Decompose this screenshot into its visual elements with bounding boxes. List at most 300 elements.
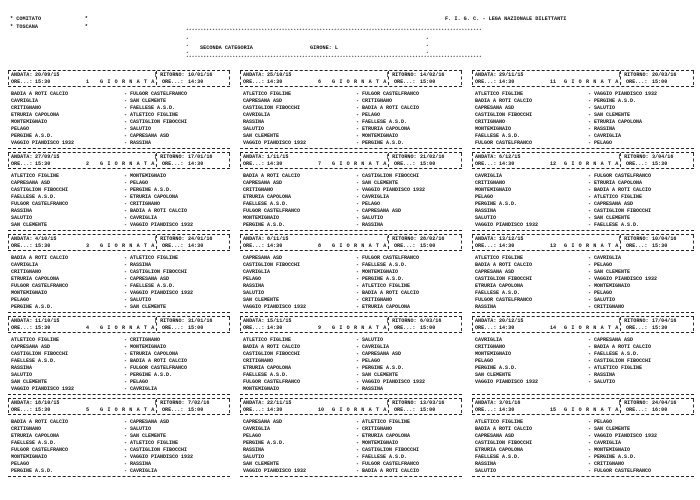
home-team: ETRURIA CAPOLONA	[11, 112, 60, 118]
match-dash: -	[356, 379, 360, 385]
away-team: FAELLESE A.S.D.	[362, 119, 408, 125]
ore-andata-time: 15:30	[35, 325, 51, 331]
away-team: FAELLESE A.S.D.	[130, 105, 176, 111]
away-team: CASTIGLION FIBOCCHI	[594, 358, 652, 364]
ore-andata-time: 14:30	[267, 325, 283, 331]
away-team: ETRURIA CAPOLONA	[594, 180, 643, 186]
ore-ritorno-label: ORE...:	[162, 325, 184, 331]
giornata-block-3	[8, 234, 230, 316]
ore-andata-time: 15:30	[35, 79, 51, 85]
block-left-bar	[240, 153, 241, 167]
giornata-label: G I O R N A T A	[564, 325, 619, 331]
match-dash: -	[124, 454, 128, 460]
giornata-label: G I O R N A T A	[332, 161, 387, 167]
andata-label: ANDATA:	[475, 400, 497, 406]
match-dash: -	[588, 255, 592, 261]
home-team: CAVRIGLIA	[243, 112, 271, 118]
block-right-bar	[229, 153, 230, 167]
away-team: SAN CLEMENTE	[594, 112, 631, 118]
andata-label: ANDATA:	[475, 318, 497, 324]
away-team: FAELLESE A.S.D.	[130, 283, 176, 289]
andata-date: 27/09/15	[35, 154, 60, 160]
home-team: CASTIGLION FIBOCCHI	[475, 440, 533, 446]
match-dash: -	[124, 468, 128, 474]
match-dash: -	[588, 372, 592, 378]
block-bottom-rule	[240, 230, 462, 231]
ore-ritorno-label: ORE...:	[162, 161, 184, 167]
match-dash: -	[588, 379, 592, 385]
match-dash: -	[588, 173, 592, 179]
home-team: SALUTIO	[243, 290, 265, 296]
banner-star-left2: *	[186, 45, 189, 50]
away-team: PELAGO	[594, 419, 613, 425]
block-bottom-rule	[8, 230, 230, 231]
away-team: CAVRIGLIA	[130, 386, 158, 392]
block-right-bar	[693, 235, 694, 249]
away-team: PERGINE A.S.D.	[594, 98, 637, 104]
match-dash: -	[588, 297, 592, 303]
away-team: BADIA A ROTI CALCIO	[594, 344, 652, 350]
ore-ritorno-time: 15:30	[652, 243, 668, 249]
banner-categoria: SECONDA CATEGORIA	[200, 45, 253, 51]
away-team: SAN CLEMENTE	[130, 98, 167, 104]
match-dash: -	[356, 372, 360, 378]
banner-star-left1: *	[186, 38, 189, 43]
ore-ritorno-label: ORE...:	[394, 407, 416, 413]
home-team: ETRURIA CAPOLONA	[11, 276, 60, 282]
banner-star-right1: *	[426, 38, 429, 43]
away-team: FULGOR CASTELFRANCO	[362, 91, 420, 97]
block-left-bar	[8, 71, 9, 85]
home-team: RASSINA	[11, 208, 33, 214]
ore-andata-label: ORE...:	[475, 325, 497, 331]
away-team: FULGOR CASTELFRANCO	[362, 255, 420, 261]
home-team: SAN CLEMENTE	[11, 222, 48, 228]
ore-andata-time: 14:30	[267, 79, 283, 85]
away-team: PERGINE A.S.D.	[362, 365, 405, 371]
home-team: VAGGIO PIANDISCO 1932	[11, 386, 75, 392]
ore-ritorno-time: 14:30	[188, 161, 204, 167]
home-team: FAELLESE A.S.D.	[475, 290, 521, 296]
block-bottom-rule	[472, 312, 694, 313]
away-team: BADIA A ROTI CALCIO	[362, 290, 420, 296]
block-top-rule	[240, 152, 462, 153]
block-left-bar	[472, 235, 473, 249]
match-dash: -	[124, 351, 128, 357]
away-team: MONTEMIGNAIO	[362, 269, 399, 275]
away-team: RASSINA	[362, 222, 384, 228]
match-dash: -	[356, 337, 360, 343]
home-team: PELAGO	[243, 433, 262, 439]
block-right-bar	[461, 235, 462, 249]
away-team: CAVRIGLIA	[594, 133, 622, 139]
match-dash: -	[124, 215, 128, 221]
block-right-bar	[229, 71, 230, 85]
giornata-label: G I O R N A T A	[100, 161, 155, 167]
match-dash: -	[588, 426, 592, 432]
block-right-bar	[461, 317, 462, 331]
ore-andata-time: 14:30	[499, 325, 515, 331]
andata-label: ANDATA:	[11, 72, 33, 78]
ritorno-date: 14/02/16	[420, 72, 445, 78]
ore-ritorno-time: 15:00	[420, 161, 436, 167]
ritorno-label: | RITORNO:	[154, 154, 185, 160]
match-dash: -	[588, 283, 592, 289]
andata-label: ANDATA:	[11, 236, 33, 242]
home-team: RASSINA	[475, 304, 497, 310]
home-team: CAPRESANA ASD	[11, 180, 51, 186]
home-team: PERGINE A.S.D.	[11, 304, 54, 310]
match-dash: -	[356, 454, 360, 460]
match-dash: -	[356, 262, 360, 268]
block-header-rule	[472, 168, 694, 169]
match-dash: -	[124, 126, 128, 132]
andata-label: ANDATA:	[243, 72, 265, 78]
match-dash: -	[356, 208, 360, 214]
home-team: CAPRESANA ASD	[11, 344, 51, 350]
giornata-block-10	[240, 398, 462, 480]
andata-label: ANDATA:	[243, 154, 265, 160]
banner-star-right2: *	[426, 45, 429, 50]
home-team: RASSINA	[243, 283, 265, 289]
home-team: SAN CLEMENTE	[475, 372, 512, 378]
ritorno-date: 28/02/16	[420, 236, 445, 242]
match-dash: -	[124, 440, 128, 446]
home-team: CAVRIGLIA	[475, 173, 503, 179]
match-dash: -	[124, 201, 128, 207]
home-team: SALUTIO	[11, 215, 33, 221]
match-dash: -	[124, 262, 128, 268]
away-team: CAVRIGLIA	[594, 440, 622, 446]
away-team: ATLETICO FIGLINE	[130, 112, 179, 118]
block-bottom-rule	[240, 312, 462, 313]
andata-date: 15/11/15	[267, 318, 292, 324]
home-team: BADIA A ROTI CALCIO	[475, 98, 533, 104]
giornata-block-14	[472, 316, 694, 398]
block-header-rule	[8, 168, 230, 169]
ritorno-date: 31/01/16	[188, 318, 213, 324]
away-team: CASTIGLION FIBOCCHI	[130, 119, 188, 125]
match-dash: -	[356, 255, 360, 261]
ritorno-label: | RITORNO:	[386, 236, 417, 242]
away-team: CRITIGNANO	[130, 337, 161, 343]
match-dash: -	[356, 351, 360, 357]
away-team: SAN CLEMENTE	[362, 180, 399, 186]
match-dash: -	[588, 187, 592, 193]
andata-date: 8/11/15	[267, 236, 289, 242]
giornata-number: 7	[318, 161, 322, 167]
match-dash: -	[588, 461, 592, 467]
away-team: ETRURIA CAPOLONA	[362, 126, 411, 132]
match-dash: -	[356, 440, 360, 446]
home-team: FULGOR CASTELFRANCO	[11, 201, 69, 207]
home-team: PELAGO	[11, 126, 30, 132]
match-dash: -	[124, 180, 128, 186]
home-team: MONTEMIGNAIO	[243, 386, 280, 392]
ritorno-label: | RITORNO:	[154, 318, 185, 324]
match-dash: -	[124, 112, 128, 118]
match-dash: -	[124, 337, 128, 343]
away-team: MONTEMIGNAIO	[130, 344, 167, 350]
home-team: BADIA A ROTI CALCIO	[475, 426, 533, 432]
home-team: CRITIGNANO	[11, 269, 42, 275]
andata-date: 22/11/15	[267, 400, 292, 406]
block-top-rule	[472, 398, 694, 399]
away-team: CRITIGNANO	[594, 304, 625, 310]
andata-label: ANDATA:	[11, 318, 33, 324]
home-team: CAPRESANA ASD	[243, 98, 283, 104]
ritorno-date: 20/03/16	[652, 72, 677, 78]
away-team: VAGGIO PIANDISCO 1932	[130, 290, 194, 296]
giornata-number: 1	[86, 79, 90, 85]
block-right-bar	[693, 71, 694, 85]
andata-date: 13/12/15	[499, 236, 524, 242]
home-team: PELAGO	[475, 194, 494, 200]
home-team: CRITIGNANO	[243, 187, 274, 193]
home-team: MONTEMIGNAIO	[243, 215, 280, 221]
block-top-rule	[472, 316, 694, 317]
block-header-rule	[240, 332, 462, 333]
home-team: VAGGIO PIANDISCO 1932	[475, 222, 539, 228]
block-right-bar	[461, 71, 462, 85]
giornata-label: G I O R N A T A	[564, 407, 619, 413]
giornata-number: 15	[550, 407, 557, 413]
block-left-bar	[240, 71, 241, 85]
block-header-rule	[472, 250, 694, 251]
away-team: SAN CLEMENTE	[594, 426, 631, 432]
match-dash: -	[588, 440, 592, 446]
away-team: CAVRIGLIA	[362, 194, 390, 200]
ritorno-date: 6/03/16	[420, 318, 442, 324]
block-header-rule	[240, 414, 462, 415]
match-dash: -	[588, 276, 592, 282]
away-team: RASSINA	[594, 372, 616, 378]
andata-label: ANDATA:	[243, 318, 265, 324]
home-team: RASSINA	[475, 208, 497, 214]
andata-date: 29/11/15	[499, 72, 524, 78]
ore-ritorno-label: ORE...:	[162, 79, 184, 85]
away-team: SALUTIO	[362, 215, 384, 221]
block-left-bar	[472, 317, 473, 331]
match-dash: -	[356, 173, 360, 179]
home-team: ETRURIA CAPOLONA	[11, 433, 60, 439]
block-right-bar	[693, 399, 694, 413]
ritorno-label: | RITORNO:	[618, 72, 649, 78]
header-left-line1: * COMITATO *	[10, 16, 88, 22]
home-team: FULGOR CASTELFRANCO	[475, 297, 533, 303]
match-dash: -	[356, 468, 360, 474]
match-dash: -	[124, 98, 128, 104]
ore-ritorno-time: 15:00	[652, 79, 668, 85]
away-team: VAGGIO PIANDISCO 1932	[594, 276, 658, 282]
away-team: MONTEMIGNAIO	[362, 440, 399, 446]
away-team: FULGOR CASTELFRANCO	[594, 468, 652, 474]
home-team: RASSINA	[243, 447, 265, 453]
home-team: RASSINA	[475, 461, 497, 467]
away-team: VAGGIO PIANDISCO 1932	[594, 433, 658, 439]
home-team: CASTIGLION FIBOCCHI	[11, 187, 69, 193]
match-dash: -	[588, 140, 592, 146]
home-team: BADIA A ROTI CALCIO	[243, 344, 301, 350]
giornata-block-6	[240, 70, 462, 152]
away-team: SAN CLEMENTE	[362, 372, 399, 378]
match-dash: -	[356, 269, 360, 275]
match-dash: -	[588, 269, 592, 275]
away-team: PELAGO	[130, 379, 149, 385]
match-dash: -	[356, 283, 360, 289]
block-header-rule	[8, 250, 230, 251]
home-team: ATLETICO FIGLINE	[243, 91, 292, 97]
match-dash: -	[124, 173, 128, 179]
away-team: PERGINE A.S.D.	[130, 187, 173, 193]
home-team: FAELLESE A.S.D.	[243, 201, 289, 207]
block-bottom-rule	[472, 394, 694, 395]
match-dash: -	[588, 433, 592, 439]
home-team: VAGGIO PIANDISCO 1932	[243, 304, 307, 310]
match-dash: -	[356, 194, 360, 200]
giornata-label: G I O R N A T A	[332, 407, 387, 413]
block-bottom-rule	[8, 394, 230, 395]
block-header-rule	[240, 250, 462, 251]
away-team: SALUTIO	[130, 297, 152, 303]
ore-andata-time: 14:30	[499, 79, 515, 85]
match-dash: -	[588, 98, 592, 104]
home-team: CAVRIGLIA	[11, 98, 39, 104]
ore-andata-label: ORE...:	[11, 325, 33, 331]
match-dash: -	[356, 133, 360, 139]
home-team: MONTEMIGNAIO	[11, 119, 48, 125]
ore-andata-label: ORE...:	[243, 161, 265, 167]
match-dash: -	[356, 344, 360, 350]
match-dash: -	[124, 194, 128, 200]
banner-star-left3: *	[186, 52, 189, 57]
banner-girone: GIRONE: L	[310, 45, 339, 51]
giornata-block-2	[8, 152, 230, 234]
away-team: BADIA A ROTI CALCIO	[130, 208, 188, 214]
block-top-rule	[8, 152, 230, 153]
ritorno-date: 10/01/16	[188, 72, 213, 78]
giornata-label: G I O R N A T A	[100, 79, 155, 85]
ore-ritorno-time: 15:00	[420, 79, 436, 85]
block-bottom-rule	[240, 148, 462, 149]
ore-ritorno-time: 15:30	[652, 161, 668, 167]
category-banner	[186, 29, 482, 61]
match-dash: -	[124, 365, 128, 371]
giornata-label: G I O R N A T A	[564, 161, 619, 167]
away-team: MONTEMIGNAIO	[594, 283, 631, 289]
home-team: ATLETICO FIGLINE	[243, 337, 292, 343]
home-team: PELAGO	[475, 358, 494, 364]
match-dash: -	[124, 133, 128, 139]
home-team: SALUTIO	[243, 454, 265, 460]
match-dash: -	[124, 105, 128, 111]
match-dash: -	[124, 419, 128, 425]
home-team: FAELLESE A.S.D.	[11, 440, 57, 446]
away-team: CAVRIGLIA	[362, 344, 390, 350]
ritorno-label: | RITORNO:	[386, 400, 417, 406]
block-bottom-rule	[8, 312, 230, 313]
home-team: PERGINE A.S.D.	[475, 201, 518, 207]
match-dash: -	[356, 290, 360, 296]
header-right-title: F. I. G. C. - LEGA NAZIONALE DILETTANTI	[445, 16, 567, 22]
match-dash: -	[356, 98, 360, 104]
away-team: ATLETICO FIGLINE	[362, 283, 411, 289]
away-team: ATLETICO FIGLINE	[594, 365, 643, 371]
away-team: PELAGO	[362, 201, 381, 207]
match-dash: -	[588, 358, 592, 364]
home-team: SALUTIO	[475, 468, 497, 474]
ritorno-date: 13/03/16	[420, 400, 445, 406]
block-bottom-rule	[472, 148, 694, 149]
match-dash: -	[588, 290, 592, 296]
home-team: BADIA A ROTI CALCIO	[243, 173, 301, 179]
away-team: PELAGO	[594, 140, 613, 146]
away-team: CAPRESANA ASD	[594, 337, 634, 343]
home-team: FAELLESE A.S.D.	[475, 454, 521, 460]
match-dash: -	[356, 447, 360, 453]
home-team: BADIA A ROTI CALCIO	[11, 91, 69, 97]
home-team: ETRURIA CAPOLONA	[475, 283, 524, 289]
block-right-bar	[229, 399, 230, 413]
match-dash: -	[356, 276, 360, 282]
home-team: VAGGIO PIANDISCO 1932	[11, 140, 75, 146]
block-left-bar	[240, 399, 241, 413]
ore-ritorno-label: ORE...:	[626, 161, 648, 167]
block-left-bar	[8, 153, 9, 167]
ore-ritorno-label: ORE...:	[162, 243, 184, 249]
home-team: CAVRIGLIA	[475, 337, 503, 343]
away-team: CASTIGLION FIBOCCHI	[594, 208, 652, 214]
home-team: MONTEMIGNAIO	[475, 187, 512, 193]
away-team: RASSINA	[130, 262, 152, 268]
banner-stars-top: ******************************************************************************************************	[186, 29, 482, 34]
home-team: BADIA A ROTI CALCIO	[11, 419, 69, 425]
match-dash: -	[588, 351, 592, 357]
away-team: PERGINE A.S.D.	[130, 372, 173, 378]
home-team: CRITIGNANO	[11, 426, 42, 432]
home-team: CASTIGLION FIBOCCHI	[475, 112, 533, 118]
home-team: FAELLESE A.S.D.	[475, 133, 521, 139]
giornata-number: 11	[550, 79, 557, 85]
away-team: ATLETICO FIGLINE	[130, 255, 179, 261]
giornata-label: G I O R N A T A	[564, 79, 619, 85]
match-dash: -	[124, 447, 128, 453]
ore-andata-time: 14:30	[267, 161, 283, 167]
block-header-rule	[8, 332, 230, 333]
away-team: FAELLESE A.S.D.	[594, 351, 640, 357]
home-team: CASTIGLION FIBOCCHI	[11, 351, 69, 357]
home-team: CAPRESANA ASD	[243, 419, 283, 425]
block-header-rule	[472, 86, 694, 87]
ore-ritorno-time: 15:00	[188, 325, 204, 331]
banner-stars-bottom: ******************************************************************************************************	[186, 56, 482, 61]
match-dash: -	[356, 140, 360, 146]
home-team: CRITIGNANO	[475, 119, 506, 125]
home-team: SALUTIO	[243, 126, 265, 132]
block-top-rule	[240, 70, 462, 71]
andata-label: ANDATA:	[243, 400, 265, 406]
home-team: SAN CLEMENTE	[243, 461, 280, 467]
home-team: FULGOR CASTELFRANCO	[11, 283, 69, 289]
block-top-rule	[8, 70, 230, 71]
home-team: CASTIGLION FIBOCCHI	[475, 276, 533, 282]
match-dash: -	[124, 386, 128, 392]
away-team: CRITIGNANO	[362, 297, 393, 303]
andata-label: ANDATA:	[243, 236, 265, 242]
away-team: PERGINE A.S.D.	[362, 140, 405, 146]
away-team: BADIA A ROTI CALCIO	[130, 358, 188, 364]
ritorno-label: | RITORNO:	[386, 72, 417, 78]
